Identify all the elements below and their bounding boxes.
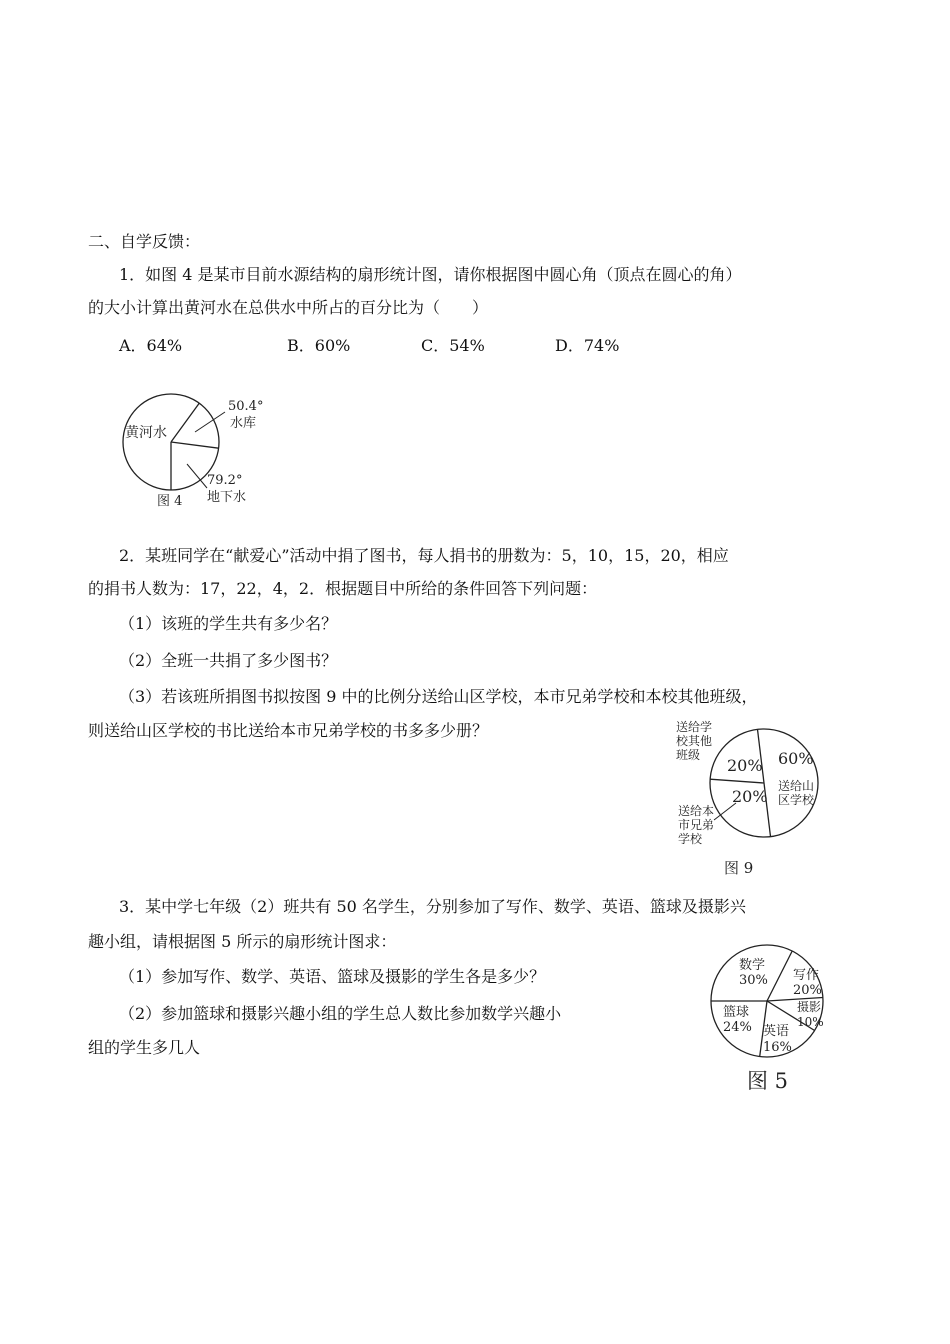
fig9-label-mountain-2: 区学校 — [778, 793, 815, 807]
fig4-caption: 图 4 — [157, 494, 183, 509]
fig5-value-english: 16% — [763, 1040, 792, 1055]
fig5-value-writing: 20% — [793, 983, 822, 998]
fig9-value-other: 20% — [727, 756, 763, 775]
fig9-label-mountain-1: 送给山 — [778, 779, 815, 793]
fig4-label-yellow-river: 黄河水 — [125, 425, 167, 441]
figure-4-pie-chart — [115, 390, 275, 510]
fig4-label-reservoir-angle: 50.4° — [228, 399, 264, 414]
q1-option-b: B．60% — [287, 336, 351, 355]
fig5-caption: 图 5 — [747, 1069, 789, 1093]
figure-9-pie-chart — [672, 715, 842, 880]
fig5-value-photo: 10% — [797, 1015, 824, 1029]
fig9-label-city-2: 市兄弟 — [678, 818, 715, 832]
fig4-label-groundwater-angle: 79.2° — [207, 473, 243, 488]
q1-option-c: C．54% — [421, 336, 485, 355]
fig9-value-mountain: 60% — [778, 749, 814, 768]
q2-sub-3-line-1: （3）若该班所捐图书拟按图 9 中的比例分送给山区学校，本市兄弟学校和本校其他班级， — [119, 687, 758, 706]
fig9-value-city: 20% — [732, 787, 768, 806]
q3-line-1: 3．某中学七年级（2）班共有 50 名学生，分别参加了写作、数学、英语、篮球及摄影兴 — [119, 897, 746, 916]
fig5-label-math: 数学 — [739, 958, 766, 973]
fig9-radius-left — [710, 779, 764, 783]
q3-sub-2-line-2: 组的学生多几人 — [88, 1038, 201, 1057]
fig4-label-groundwater: 地下水 — [207, 490, 247, 505]
q2-line-2: 的捐书人数为：17，22，4，2．根据题目中所给的条件回答下列问题： — [88, 579, 598, 598]
fig9-label-other-3: 班级 — [676, 748, 701, 762]
fig9-label-other-2: 校其他 — [676, 734, 713, 748]
fig4-radius-yellow-reservoir — [171, 403, 199, 442]
fig5-radius-math-writing — [767, 951, 792, 1001]
q2-sub-3-line-2: 则送给山区学校的书比送给本市兄弟学校的书多多少册？ — [88, 721, 489, 740]
fig9-label-city-3: 学校 — [678, 832, 703, 846]
q1-option-a: A．64% — [119, 336, 183, 355]
fig4-label-reservoir: 水库 — [230, 416, 257, 431]
q3-sub-1: （1）参加写作、数学、英语、篮球及摄影的学生各是多少？ — [119, 967, 546, 986]
q1-line-2: 的大小计算出黄河水在总供水中所占的百分比为（ ） — [88, 298, 489, 317]
q2-line-1: 2．某班同学在“献爱心”活动中捐了图书，每人捐书的册数为：5，10，15，20，相应 — [119, 546, 729, 565]
fig5-value-math: 30% — [739, 973, 768, 988]
fig5-label-writing: 写作 — [793, 968, 820, 983]
fig5-label-english: 英语 — [763, 1024, 790, 1039]
q1-option-d: D．74% — [555, 336, 620, 355]
fig9-label-city-1: 送给本 — [678, 804, 715, 818]
fig9-label-other-1: 送给学 — [676, 720, 713, 734]
q3-sub-2-line-1: （2）参加篮球和摄影兴趣小组的学生总人数比参加数学兴趣小 — [119, 1004, 562, 1023]
fig5-label-basketball: 篮球 — [723, 1005, 750, 1020]
section-title: 二、自学反馈： — [88, 232, 201, 251]
q2-sub-2: （2）全班一共捐了多少图书？ — [119, 651, 338, 670]
fig4-radius-reservoir-ground — [171, 442, 219, 448]
fig9-caption: 图 9 — [724, 859, 754, 877]
figure-5-pie-chart — [705, 940, 845, 1100]
fig5-value-basketball: 24% — [723, 1020, 752, 1035]
fig5-label-photo: 摄影 — [797, 1000, 822, 1014]
q1-line-1: 1．如图 4 是某市目前水源结构的扇形统计图，请你根据图中圆心角（顶点在圆心的角） — [119, 265, 742, 284]
q2-sub-1: （1）该班的学生共有多少名？ — [119, 614, 338, 633]
q3-line-2: 趣小组，请根据图 5 所示的扇形统计图求： — [88, 932, 397, 951]
